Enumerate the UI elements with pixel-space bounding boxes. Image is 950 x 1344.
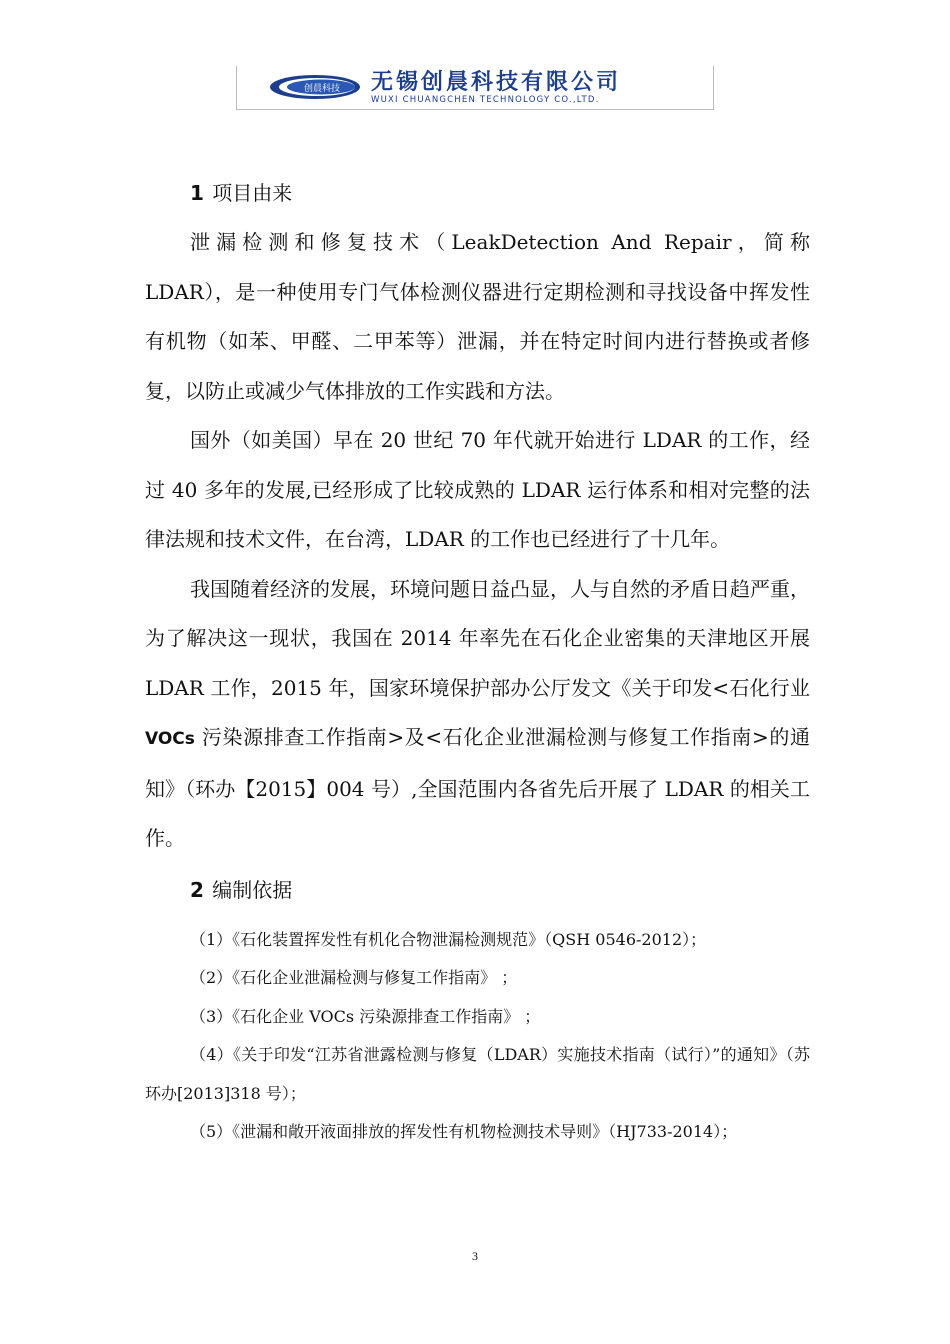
section-1-number: 1 bbox=[190, 181, 204, 205]
reference-item: （5）《泄漏和敞开液面排放的挥发性有机物检测技术导则》（HJ733-2014）； bbox=[190, 1122, 738, 1141]
company-name-en: WUXI CHUANGCHEN TECHNOLOGY CO.,LTD. bbox=[371, 95, 600, 105]
vocs-term: VOCs bbox=[145, 729, 195, 749]
reference-item: （2）《石化企业泄漏检测与修复工作指南》 ； bbox=[190, 968, 518, 987]
reference-item: （4）《关于印发“江苏省泄露检测与修复（LDAR）实施技术指南（试行）”的通知》（苏环办[2013]318 号）； bbox=[145, 1045, 810, 1103]
company-logo bbox=[269, 74, 361, 100]
paragraph-ldar-definition: 泄漏检测和修复技术（LeakDetection And Repair，简称 LDAR），是一种使用专门气体检测仪器进行定期检测和寻找设备中挥发性有机物（如苯、甲醛、二甲苯等）泄漏，并在特定时间内进行替换或者修复，以防止或减少气体排放的工作实践和方法。 bbox=[145, 230, 810, 403]
paragraph-ldar-history: 国外（如美国）早在 20 世纪 70 年代就开始进行 LDAR 的工作，经过 40 多年的发展,已经形成了比较成熟的 LDAR 运行体系和相对完整的法律法规和技术文件，在台湾，LDAR 的工作也已经进行了十几年。 bbox=[145, 428, 810, 551]
page-number: 3 bbox=[472, 1249, 478, 1263]
company-name-cn: 无锡创晨科技有限公司 bbox=[371, 70, 622, 95]
section-2-title: 编制依据 bbox=[212, 877, 293, 902]
reference-list bbox=[145, 921, 810, 1152]
section-2-number: 2 bbox=[190, 877, 204, 902]
document-body bbox=[145, 168, 810, 1152]
section-1-title: 项目由来 bbox=[212, 181, 293, 205]
page-header bbox=[236, 66, 714, 110]
paragraph-ldar-china-part-2: 污染源排查工作指南>及<石化企业泄漏检测与修复工作指南>的通知》（环办【2015】004 号）,全国范围内各省先后开展了 LDAR 的相关工作。 bbox=[145, 725, 810, 850]
paragraph-ldar-china bbox=[145, 565, 810, 864]
section-2-heading bbox=[190, 865, 810, 915]
reference-item: （1）《石化装置挥发性有机化合物泄漏检测规范》（QSH 0546-2012）； bbox=[190, 929, 707, 949]
paragraph-ldar-china-part-1: 我国随着经济的发展，环境问题日益凸显，人与自然的矛盾日趋严重，为了解决这一现状，我国在 2014 年率先在石化企业密集的天津地区开展 LDAR 工作，2015 年，国家环境保护部办公厅发文《关于印发<石化行业 bbox=[145, 576, 810, 700]
reference-item: （3）《石化企业 VOCs 污染源排查工作指南》 ； bbox=[190, 1006, 541, 1026]
logo-text: 创晨科技 bbox=[303, 84, 341, 94]
section-1-heading bbox=[190, 168, 810, 218]
